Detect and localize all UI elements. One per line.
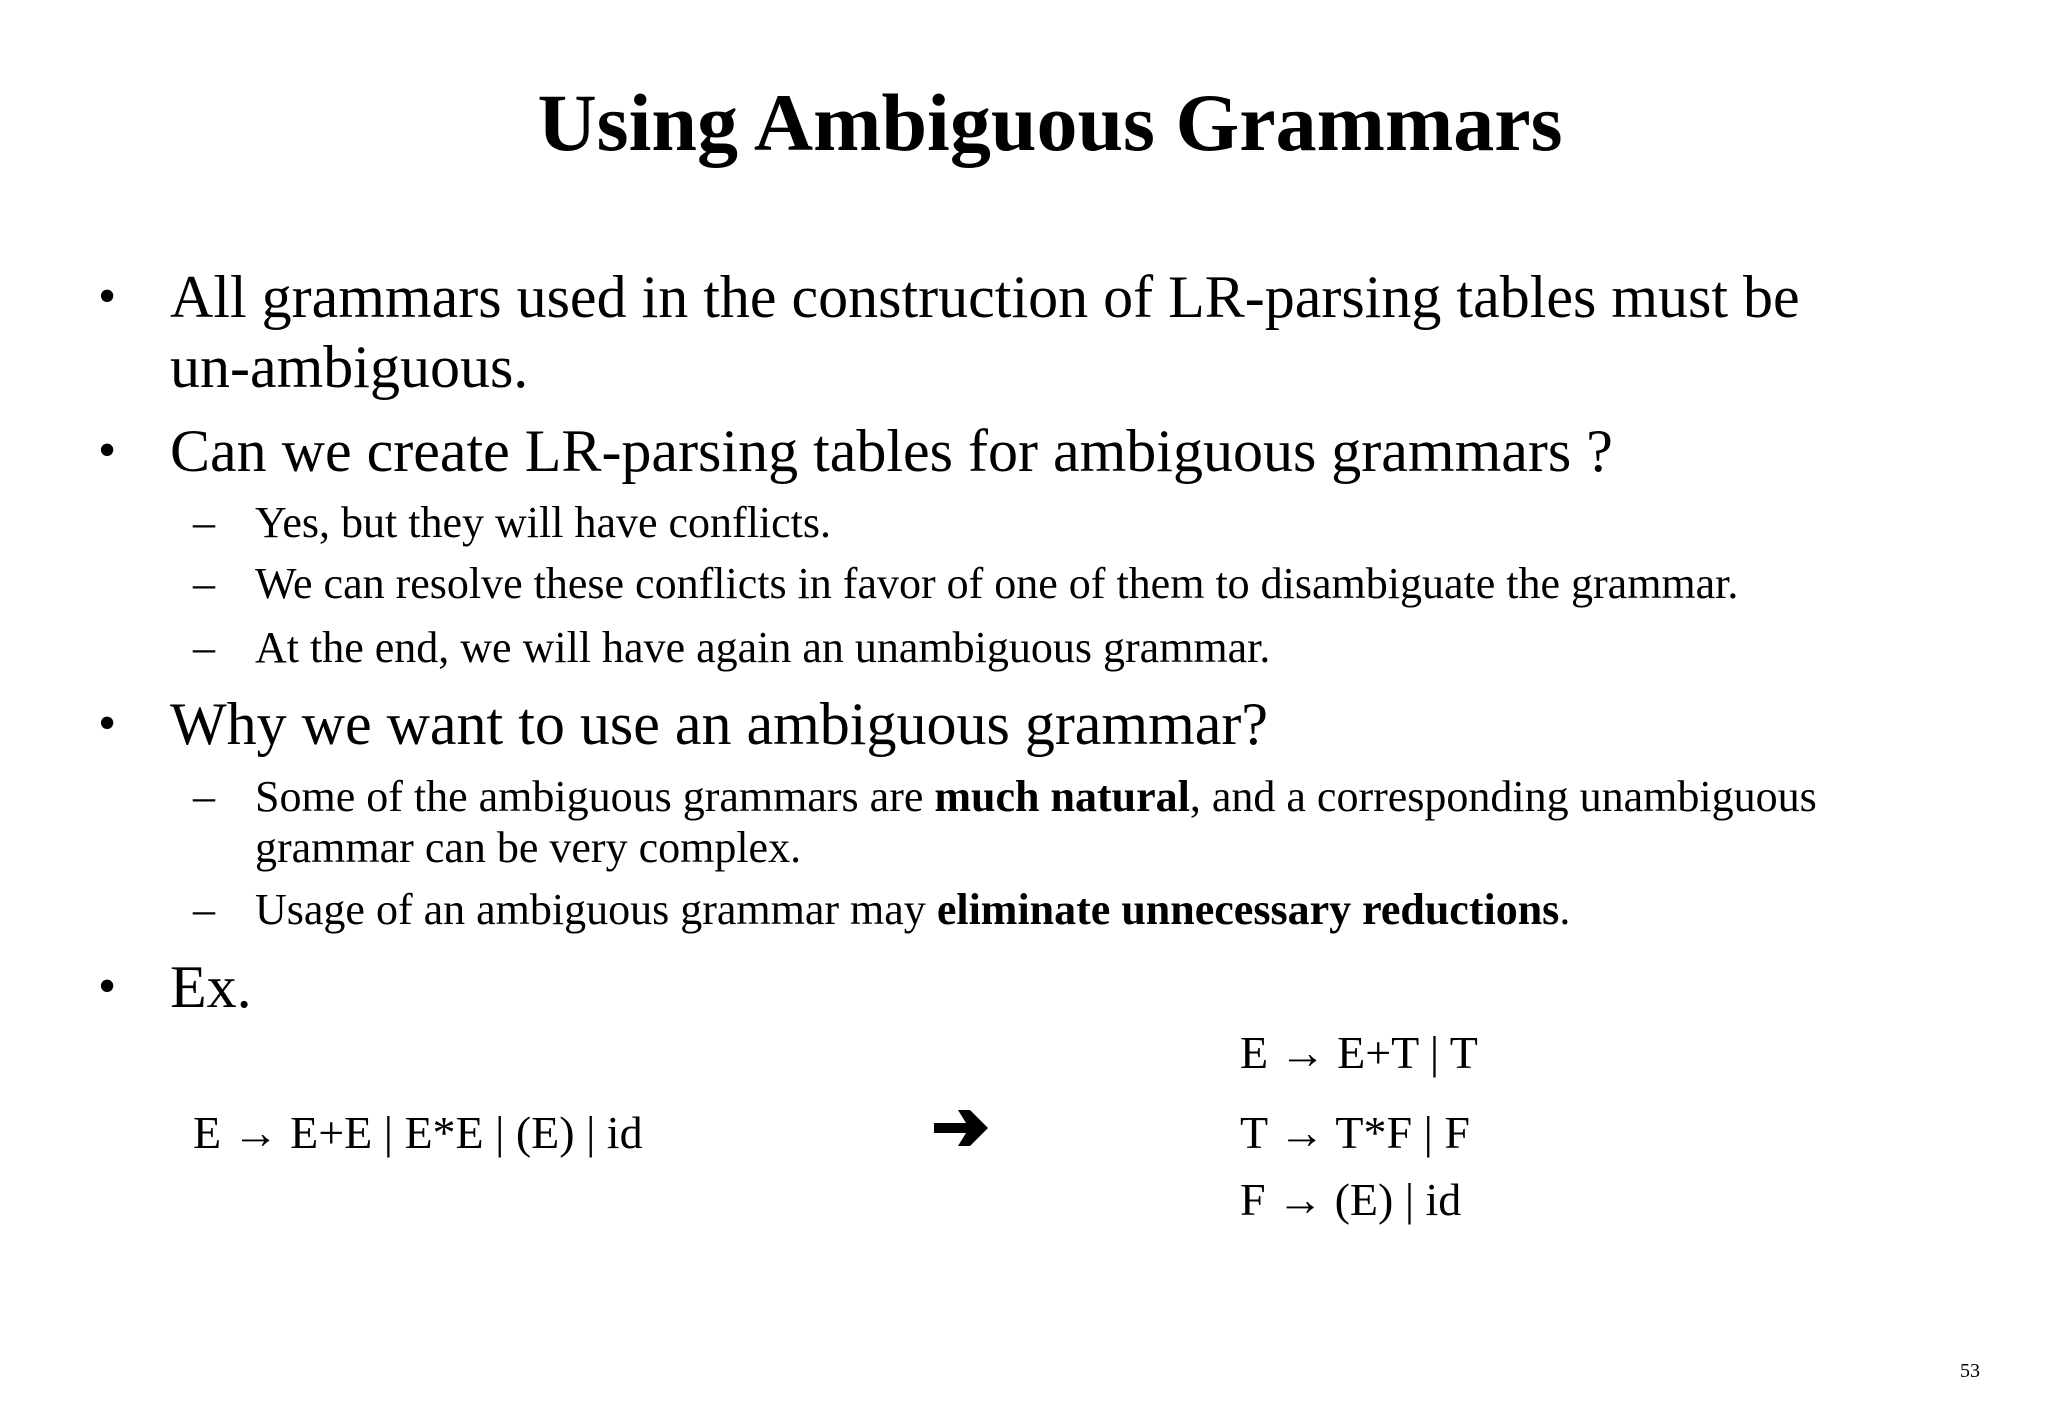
sub-1-bold-text: much natural bbox=[934, 772, 1190, 821]
right-arrow-icon bbox=[926, 1100, 996, 1156]
dash-marker: – bbox=[193, 559, 215, 608]
dash-marker: – bbox=[193, 623, 215, 672]
unambiguous-grammar-line-2: T → T*F | F bbox=[1240, 1107, 1470, 1158]
bullet-marker: • bbox=[98, 695, 117, 752]
bullet-marker: • bbox=[98, 958, 117, 1015]
bullet-marker: • bbox=[98, 422, 117, 479]
unambiguous-grammar-line-3: F → (E) | id bbox=[1240, 1174, 1462, 1225]
sub-2-bold-text: eliminate unnecessary reductions bbox=[936, 885, 1560, 934]
bullet-2-sub-3: At the end, we will have again an unambiguous grammar. bbox=[255, 623, 1271, 672]
bullet-3-sub-1-line-2: grammar can be very complex. bbox=[255, 823, 802, 872]
unambiguous-grammar-line-1: E → E+T | T bbox=[1240, 1027, 1478, 1078]
dash-marker: – bbox=[193, 885, 215, 934]
bullet-2-sub-2: We can resolve these conflicts in favor of one of them to disambiguate the grammar. bbox=[255, 559, 1739, 608]
slide-title: Using Ambiguous Grammars bbox=[537, 77, 1563, 168]
sub-2-text-after: . bbox=[1559, 885, 1571, 934]
bullet-1-line-2: un-ambiguous. bbox=[170, 334, 529, 400]
bullet-1-line-1: All grammars used in the construction of LR-parsing tables must be bbox=[170, 264, 1800, 330]
sub-1-text-before: Some of the ambiguous grammars are bbox=[255, 772, 935, 821]
dash-marker: – bbox=[193, 772, 215, 821]
bullet-2-sub-1: Yes, but they will have conflicts. bbox=[255, 498, 832, 547]
bullet-marker: • bbox=[98, 268, 117, 325]
bullet-2-text: Can we create LR-parsing tables for ambiguous grammars ? bbox=[170, 418, 1613, 484]
bullet-3-sub-2 bbox=[255, 884, 1570, 936]
bullet-3-sub-1 bbox=[255, 771, 1817, 823]
bullet-4-text: Ex. bbox=[170, 954, 252, 1020]
sub-1-text-after: , and a corresponding unambiguous bbox=[1189, 772, 1817, 821]
sub-2-text-before: Usage of an ambiguous grammar may bbox=[255, 885, 937, 934]
page-number: 53 bbox=[1960, 1360, 1980, 1382]
bullet-3-text: Why we want to use an ambiguous grammar? bbox=[170, 691, 1269, 757]
dash-marker: – bbox=[193, 498, 215, 547]
ambiguous-grammar: E → E+E | E*E | (E) | id bbox=[193, 1107, 643, 1158]
